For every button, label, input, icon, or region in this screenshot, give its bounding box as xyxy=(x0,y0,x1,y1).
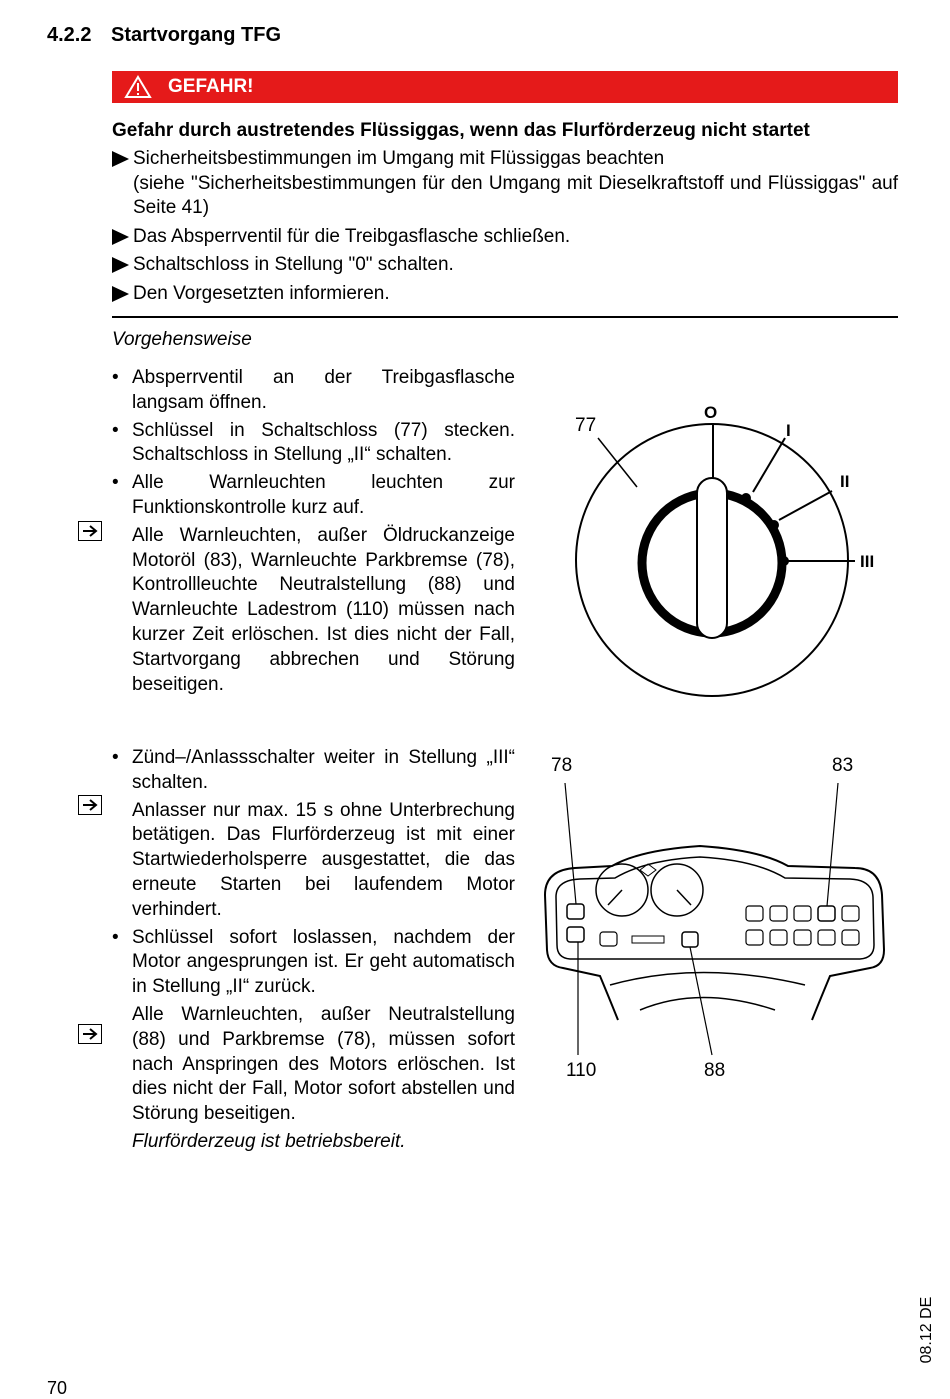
procedure-block-2 xyxy=(112,746,515,1155)
indicator-lamp xyxy=(794,906,811,921)
triangle-arrow-icon xyxy=(112,229,129,245)
charge-lamp xyxy=(567,927,584,942)
indicator-lamp xyxy=(746,930,763,945)
neutral-lamp xyxy=(682,932,698,947)
danger-list xyxy=(112,147,898,310)
list-item-text: Zünd–/Anlassschalter weiter in Stellung „III“ schalten. xyxy=(132,747,515,793)
callout-leader xyxy=(827,783,838,906)
danger-item-text: Sicherheitsbestimmungen im Umgang mit Flüssiggas beachten xyxy=(133,148,665,169)
position-line-2 xyxy=(779,491,832,520)
list-item-text: Schlüssel in Schaltschloss (77) stecken. Schaltschloss in Stellung „II“ schalten. xyxy=(132,419,515,466)
indicator-lamp xyxy=(842,930,859,945)
gauge-needle xyxy=(677,890,691,905)
parking-brake-lamp xyxy=(567,904,584,919)
danger-item xyxy=(112,253,898,278)
position-label: III xyxy=(860,552,875,571)
callout-label: 83 xyxy=(832,755,854,776)
indicator-lamp xyxy=(770,930,787,945)
note-arrow-icon xyxy=(78,1024,102,1044)
note-arrow-icon xyxy=(78,795,102,815)
indicator-lamp xyxy=(818,930,835,945)
position-dot xyxy=(779,556,789,566)
list-item-text: Absperrventil an der Treibgasflasche langsam öffnen. xyxy=(132,367,515,413)
switch-key-grip xyxy=(697,478,727,638)
note-text: Alle Warnleuchten, außer Öldruckanzeige Motoröl (83), Warnleuchte Parkbremse (78), Kontrollleuchte Neutralstellung (88) und Warnleuchte Ladestrom (110) müssen nach kurzer Zeit erlöschen. Ist dies nicht der Fall, Startvorgang abbrechen und Störung beseitigen. xyxy=(132,524,515,695)
list-item: • Schlüssel sofort loslassen, nachdem der Motor angesprungen ist. Er geht automatisch in Stellung „II“ zurück. xyxy=(112,926,515,998)
callout-label: 88 xyxy=(704,1060,726,1081)
indicator-lamp xyxy=(842,906,859,921)
position-dot xyxy=(741,493,751,503)
danger-item xyxy=(112,282,898,307)
list-item-text: Alle Warnleuchten leuchten zur Funktionskontrolle kurz auf. xyxy=(132,472,515,518)
position-dot xyxy=(769,520,779,530)
gauge-needle xyxy=(608,890,622,905)
position-label: II xyxy=(840,472,850,491)
procedure-heading: Vorgehensweise xyxy=(112,329,252,350)
page-number: 70 xyxy=(47,1378,68,1398)
list-item: • Zünd–/Anlassschalter weiter in Stellung „III“ schalten. xyxy=(112,747,515,793)
date-code-text: 08.12 DE xyxy=(918,1296,935,1364)
triangle-arrow-icon xyxy=(112,257,129,273)
triangle-arrow-icon xyxy=(112,151,129,167)
dashboard-housing xyxy=(545,846,884,1020)
callout-leader xyxy=(565,783,576,904)
list-item: • Alle Warnleuchten leuchten zur Funktionskontrolle kurz auf. xyxy=(112,472,515,518)
warning-triangle-icon xyxy=(124,75,152,99)
section-title xyxy=(47,24,281,47)
section-title-text: Startvorgang TFG xyxy=(111,24,282,46)
danger-label: GEFAHR! xyxy=(168,76,254,97)
callout-leader xyxy=(598,438,637,487)
danger-item xyxy=(112,147,898,221)
position-label: I xyxy=(786,421,791,440)
dashboard-figure xyxy=(535,748,895,1083)
result-text: Flurförderzeug ist betriebsbereit. xyxy=(132,1130,406,1152)
oil-pressure-lamp xyxy=(818,906,835,921)
steering-column-outline xyxy=(610,973,805,986)
steering-column-inner xyxy=(640,998,775,1011)
danger-item-subtext: (siehe "Sicherheitsbestimmungen für den Umgang mit Dieselkraftstoff und Flüssiggas" auf Seite 41) xyxy=(133,172,898,218)
list-item: • Schlüssel in Schaltschloss (77) stecken. Schaltschloss in Stellung „II“ schalten. xyxy=(112,419,515,466)
callout-label: 77 xyxy=(575,415,597,436)
list-item-text: Schlüssel sofort loslassen, nachdem der Motor angesprungen ist. Er geht automatisch in Stellung „II“ zurück. xyxy=(132,926,515,998)
callout-leader xyxy=(690,947,712,1055)
callout-label: 78 xyxy=(551,755,573,776)
danger-item-text: Das Absperrventil für die Treibgasflasche schließen. xyxy=(133,225,571,247)
danger-item-text: Den Vorgesetzten informieren. xyxy=(133,282,390,304)
date-code xyxy=(912,1290,942,1370)
danger-heading: Gefahr durch austretendes Flüssiggas, wenn das Flurförderzeug nicht startet xyxy=(112,120,810,141)
danger-item xyxy=(112,225,898,250)
danger-banner xyxy=(112,71,898,103)
callout-label: 110 xyxy=(566,1060,597,1081)
indicator-lamp xyxy=(770,906,787,921)
note-text: Anlasser nur max. 15 s ohne Unterbrechung betätigen. Das Flurförderzeug ist mit einer Startwiederholsperre ausgestattet, die das erneute Starten bei laufendem Motor verhindert. xyxy=(132,799,515,920)
note-arrow-icon xyxy=(78,521,102,541)
hour-meter xyxy=(632,936,664,943)
list-item: • Absperrventil an der Treibgasflasche langsam öffnen. xyxy=(112,367,515,413)
ignition-switch-figure xyxy=(545,395,905,705)
glow-plug-lamp xyxy=(600,932,617,946)
procedure-block-1 xyxy=(112,366,515,700)
note-text: Alle Warnleuchten, außer Neutralstellung (88) und Parkbremse (78), müssen sofort nach Anspringen des Motors erlöschen. Ist dies nicht der Fall, Motor sofort abstellen und Störung beseitigen. xyxy=(132,1003,515,1125)
indicator-lamp xyxy=(746,906,763,921)
triangle-arrow-icon xyxy=(112,286,129,302)
position-label: O xyxy=(704,403,718,422)
position-line-1 xyxy=(753,438,785,492)
section-number: 4.2.2 xyxy=(47,24,92,46)
danger-item-text: Schaltschloss in Stellung "0" schalten. xyxy=(133,254,454,275)
indicator-lamp xyxy=(794,930,811,945)
divider xyxy=(112,316,898,318)
